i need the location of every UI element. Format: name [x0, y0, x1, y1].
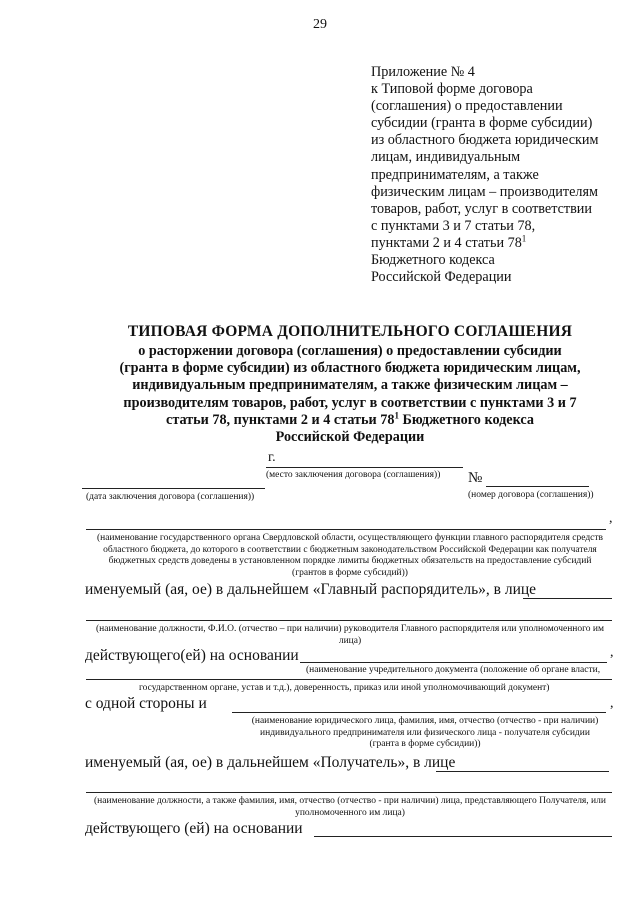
number-field[interactable] — [486, 486, 589, 487]
appendix-line: Бюджетного кодекса — [371, 252, 495, 269]
appendix-line-text: пунктами 2 и 4 статьи 78 — [371, 234, 522, 251]
heading-title: ТИПОВАЯ ФОРМА ДОПОЛНИТЕЛЬНОГО СОГЛАШЕНИЯ — [127, 323, 573, 340]
named-recipient-text: именуемый (ая, ое) в дальнейшем «Получатель», в лице — [85, 754, 456, 771]
doc-caption-1: (наименование учредительного документа (положение об органе власти, — [306, 665, 601, 675]
heading-line — [60, 412, 640, 429]
basis-field[interactable] — [300, 662, 607, 663]
organ-field[interactable] — [86, 529, 606, 530]
number-sign: № — [468, 470, 483, 486]
caption-line: бюджетных средств доведены в установленном порядке лимиты бюджетных обязательств на предоставление субсидий — [108, 556, 592, 566]
date-field[interactable] — [82, 488, 265, 489]
appendix-line — [371, 235, 621, 252]
number-caption: (номер договора (соглашения)) — [468, 490, 594, 500]
basis-field-3[interactable] — [314, 836, 612, 837]
caption-line: (наименование государственного органа Свердловской области, осуществляющего функции главного распорядителя средств — [96, 533, 604, 543]
recipient-field[interactable] — [232, 712, 606, 713]
one-side-text: с одной стороны и — [85, 695, 207, 712]
caption-line: (наименование должности, а также фамилия, имя, отчество (отчество - при наличии) лица, представляющего Получателя, или — [94, 796, 606, 806]
heading-line: о расторжении договора (соглашения) о предоставлении субсидии — [138, 343, 562, 359]
city-prefix: г. — [268, 450, 276, 465]
heading-line-text: статьи 78, пунктами 2 и 4 статьи 78 — [166, 411, 395, 428]
appendix-line: предпринимателям, а также — [371, 166, 539, 183]
named-main-text: именуемый (ая, ое) в дальнейшем «Главный распорядитель», в лице — [85, 581, 537, 598]
comma: , — [609, 511, 613, 526]
rep-field[interactable] — [86, 792, 612, 793]
appendix-line: субсидии (гранта в форме субсидии) — [371, 115, 593, 132]
person-field[interactable] — [523, 598, 612, 599]
document-heading — [60, 323, 640, 446]
recipient-caption — [225, 716, 625, 751]
heading-line: индивидуальным предпринимателям, а также физическим лицам – — [132, 377, 568, 394]
appendix-line: лицам, индивидуальным — [371, 149, 521, 166]
appendix-line: физическим лицам – производителям — [371, 183, 598, 200]
heading-line-tail: Бюджетного кодекса — [398, 411, 534, 428]
appendix-line: Приложение № 4 — [371, 64, 475, 80]
appendix-line: к Типовой форме договора — [371, 81, 533, 98]
date-caption: (дата заключения договора (соглашения)) — [86, 492, 255, 502]
rep-caption — [80, 796, 620, 819]
page-number: 29 — [313, 17, 327, 32]
superscript: 1 — [394, 410, 399, 421]
caption-line: областного бюджета, до которого в соответствии с бюджетным законодательством Российской Федерации как получателя — [103, 544, 597, 555]
acting-on-text-2: действующего (ей) на основании — [85, 820, 303, 837]
heading-line: (гранта в форме субсидии) из областного бюджета юридическим лицам, — [119, 360, 581, 377]
caption-line: индивидуального предпринимателя или физического лица - получателя субсидии — [260, 727, 590, 738]
heading-line: производителям товаров, работ, услуг в соответствии с пунктами 3 и 7 — [123, 394, 577, 411]
comma: , — [610, 645, 614, 660]
appendix-line: товаров, работ, услуг в соответствии — [371, 200, 592, 217]
acting-on-text: действующего(ей) на основании — [85, 647, 299, 664]
caption-line: лица) — [338, 635, 362, 646]
caption-line: (гранта в форме субсидии)) — [369, 739, 481, 749]
caption-line: (наименование юридического лица, фамилия, имя, отчество (отчество - при наличии) — [251, 716, 599, 726]
head-caption — [80, 624, 620, 647]
organ-caption — [80, 533, 620, 579]
appendix-line: из областного бюджета юридическим — [371, 132, 599, 149]
appendix-line: (соглашения) о предоставлении — [371, 98, 563, 115]
doc-caption-2: государственном органе, устав и т.д.), доверенность, приказ или иной уполномочивающий документ) — [139, 683, 550, 693]
place-caption: (место заключения договора (соглашения)) — [266, 470, 441, 480]
heading-line: Российской Федерации — [275, 429, 425, 446]
caption-line: (наименование должности, Ф.И.О. (отчество – при наличии) руководителя Главного распорядителя или уполномоченного им — [95, 624, 605, 634]
appendix-line: с пунктами 3 и 7 статьи 78, — [371, 217, 536, 234]
superscript: 1 — [521, 233, 527, 244]
caption-line: (грантов в форме субсидий)) — [292, 567, 408, 578]
appendix-block — [371, 64, 621, 286]
comma: , — [610, 696, 614, 711]
place-field[interactable] — [266, 467, 463, 468]
head-field[interactable] — [86, 620, 612, 621]
appendix-line: Российской Федерации — [371, 269, 512, 286]
rep-person-field[interactable] — [436, 771, 609, 772]
caption-line: уполномоченного им лица) — [295, 807, 405, 818]
basis-field-2[interactable] — [86, 679, 612, 680]
